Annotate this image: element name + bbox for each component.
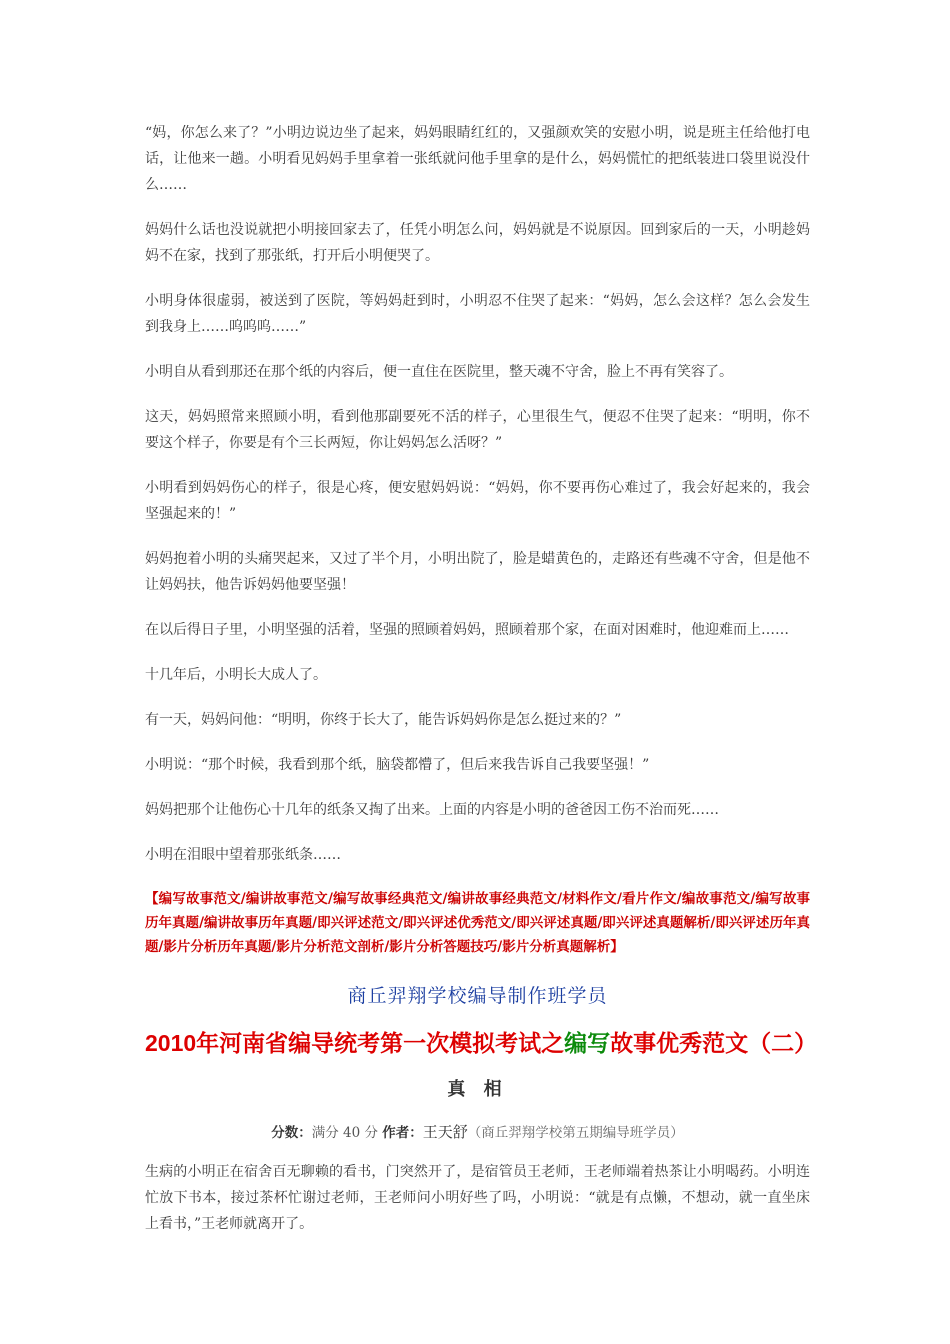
paragraph-8: 在以后得日子里，小明坚强的活着，坚强的照顾着妈妈，照顾着那个家，在面对困难时，他迎难而上…… [145, 622, 789, 638]
author-note: （商丘羿翔学校第五期编导班学员） [467, 1125, 684, 1141]
story-meta [145, 1120, 810, 1145]
headline-part-2: 编写 [564, 1030, 611, 1057]
paragraph-4: 小明自从看到那还在那个纸的内容后，便一直住在医院里，整天魂不守舍，脸上不再有笑容了。 [145, 364, 733, 380]
score-label: 分数： [271, 1125, 312, 1140]
story-title: 真 相 [447, 1079, 508, 1100]
headline-year: 2010 [145, 1030, 197, 1056]
document-page [145, 120, 818, 1256]
paragraph-12: 妈妈把那个让他伤心十几年的纸条又掏了出来。上面的内容是小明的爸爸因工伤不治而死…… [145, 802, 719, 818]
score-value: 满分 40 分 [311, 1125, 378, 1141]
paragraph-7: 妈妈抱着小明的头痛哭起来，又过了半个月，小明出院了，脸是蜡黄色的，走路还有些魂不守舍，但是他不让妈妈扶，他告诉妈妈他要坚强！ [145, 551, 810, 593]
school-heading: 商丘羿翔学校编导制作班学员 [347, 985, 608, 1007]
headline-part-1: 年河南省编导统考第一次模拟考试之 [196, 1030, 565, 1057]
author-name: 王天舒 [422, 1123, 468, 1141]
paragraph-9: 十几年后，小明长大成人了。 [145, 667, 327, 683]
paragraph-3: 小明身体很虚弱，被送到了医院，等妈妈赶到时，小明忍不住哭了起来：“妈妈，怎么会这样？怎么会发生到我身上……呜呜呜……” [145, 293, 810, 335]
paragraph-2: 妈妈什么话也没说就把小明接回家去了，任凭小明怎么问，妈妈就是不说原因。回到家后的一天，小明趁妈妈不在家，找到了那张纸，打开后小明便哭了。 [145, 222, 810, 264]
story-body-paragraph: 生病的小明正在宿舍百无聊赖的看书，门突然开了，是宿管员王老师，王老师端着热茶让小明喝药。小明连忙放下书本，接过茶杯忙谢过老师，王老师问小明好些了吗，小明说：“就是有点懒，不想动，就一直坐床上看书，”王老师就离开了。 [145, 1164, 810, 1232]
author-label: 作者： [382, 1125, 423, 1140]
keyword-tags: 【编写故事范文/编讲故事范文/编写故事经典范文/编讲故事经典范文/材料作文/看片作文/编故事范文/编写故事历年真题/编讲故事历年真题/即兴评述范文/即兴评述优秀范文/即兴评述真题/即兴评述真题解析/即兴评述历年真题/影片分析历年真题/影片分析范文剖析/影片分析答题技巧/影片分析真题解析】 [145, 891, 810, 955]
paragraph-6: 小明看到妈妈伤心的样子，很是心疼，便安慰妈妈说：“妈妈，你不要再伤心难过了，我会好起来的，我会坚强起来的！” [145, 480, 810, 522]
paragraph-1: “妈，你怎么来了？”小明边说边坐了起来，妈妈眼睛红红的，又强颜欢笑的安慰小明，说是班主任给他打电话，让他来一趟。小明看见妈妈手里拿着一张纸就问他手里拿的是什么，妈妈慌忙的把纸装进口袋里说没什么…… [145, 125, 810, 193]
paragraph-5: 这天，妈妈照常来照顾小明，看到他那副要死不活的样子，心里很生气，便忍不住哭了起来：“明明，你不要这个样子，你要是有个三长两短，你让妈妈怎么活呀？” [145, 409, 810, 451]
exam-headline [145, 1025, 818, 1062]
paragraph-10: 有一天，妈妈问他：“明明，你终于长大了，能告诉妈妈你是怎么挺过来的？” [145, 712, 622, 728]
paragraph-11: 小明说：“那个时候，我看到那个纸，脑袋都懵了，但后来我告诉自己我要坚强！” [145, 757, 650, 773]
headline-part-3: 故事优秀范文（二） [610, 1030, 818, 1057]
paragraph-13: 小明在泪眼中望着那张纸条…… [145, 847, 341, 863]
